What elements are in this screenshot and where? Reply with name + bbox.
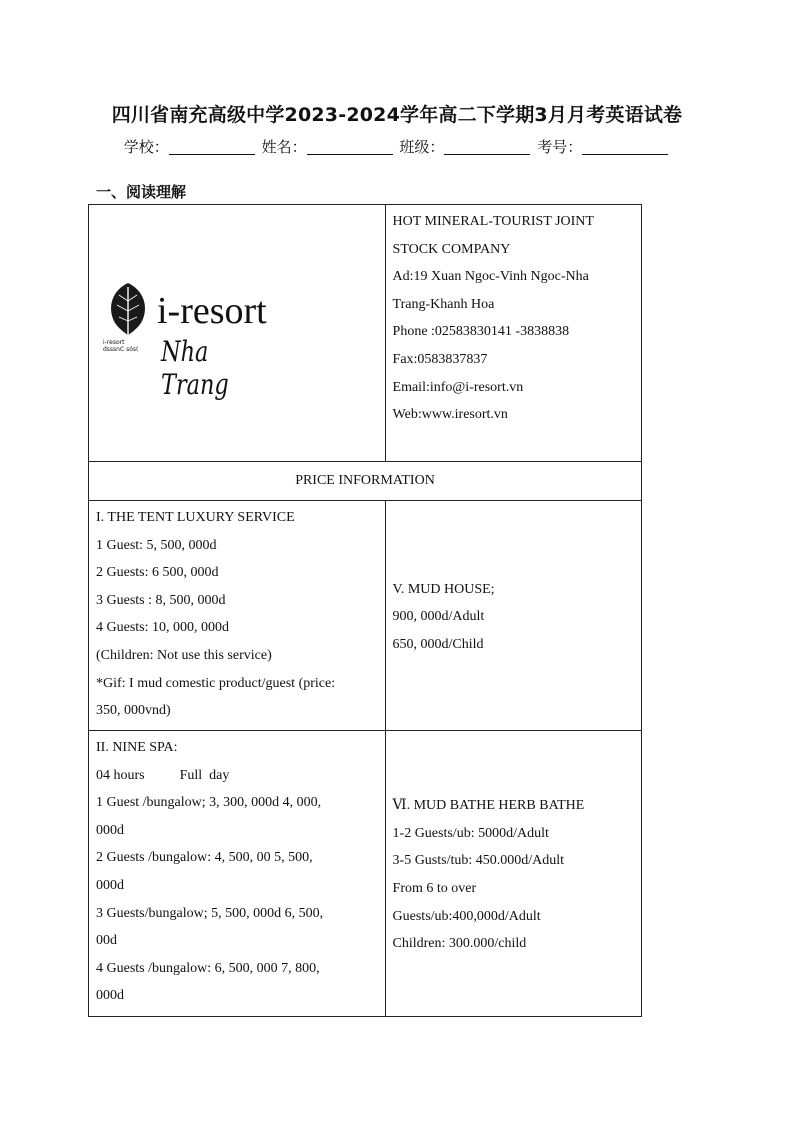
mud-bathe-price: Children: 300.000/child [392, 936, 527, 952]
company-info-cell [385, 205, 641, 462]
logo-subtitle: Nha Trang [161, 335, 229, 401]
mud-bathe-price: From 6 to over [392, 881, 477, 896]
company-address: Trang-Khanh Hoa [392, 296, 495, 312]
leaf-icon [105, 281, 151, 341]
company-address: Ad:19 Xuan Ngoc-Vinh Ngoc-Nha [392, 269, 589, 285]
company-line: HOT MINERAL-TOURIST JOINT [392, 214, 594, 229]
company-web: Web:www.iresort.vn [392, 407, 508, 423]
logo-cell [89, 205, 386, 462]
spa-price: 000d [96, 988, 124, 1004]
spa-price: 000d [96, 877, 124, 893]
spa-cell [89, 731, 386, 1017]
page-title: 四川省南充高级中学2023-2024学年高二下学期3月月考英语试卷 [111, 104, 683, 126]
section-heading: 一、阅读理解 [96, 183, 187, 201]
mud-house-heading: V. MUD HOUSE; [392, 581, 495, 597]
spa-price: 1 Guest /bungalow; 3, 300, 000d 4, 000, [96, 795, 322, 811]
class-label: 班级： [399, 138, 445, 156]
spa-price: 00d [96, 933, 117, 949]
tent-price: 3 Guests : 8, 500, 000d [96, 592, 226, 608]
spa-price: 3 Guests/bungalow; 5, 500, 000d 6, 500, [96, 905, 324, 921]
spa-columns: 04 hours Full day [96, 767, 230, 783]
company-line: STOCK COMPANY [392, 241, 511, 257]
school-blank[interactable] [169, 140, 255, 155]
nine-spa [89, 731, 385, 1010]
company-fax: Fax:0583837837 [392, 351, 488, 367]
spa-price: 2 Guests /bungalow: 4, 500, 00 5, 500, [96, 850, 313, 866]
tent-note: (Children: Not use this service) [96, 647, 272, 663]
exam-number-blank[interactable] [582, 140, 668, 155]
company-info [386, 205, 641, 429]
school-label: 学校： [123, 138, 169, 156]
tent-price: 2 Guests: 6 500, 000d [96, 565, 219, 581]
mud-bathe-heading: Ⅵ. MUD BATHE HERB BATHE [392, 798, 585, 814]
price-table [88, 204, 642, 1017]
logo-wordmark: i-resort [157, 290, 267, 332]
class-blank[interactable] [444, 140, 530, 155]
mud-bathe [386, 789, 641, 958]
mud-house-price: 900, 000d/Adult [392, 609, 485, 625]
mud-bathe-price: 1-2 Guests/ub: 5000d/Adult [392, 825, 549, 841]
tent-gift: 350, 000vnd) [96, 703, 171, 719]
name-label: 姓名： [261, 138, 307, 156]
mud-house [386, 573, 641, 659]
tent-price: 4 Guests: 10, 000, 000d [96, 620, 229, 636]
mud-bathe-cell [385, 731, 641, 1017]
spa-price: 4 Guests /bungalow: 6, 500, 000 7, 800, [96, 960, 320, 976]
company-email: Email:info@i-resort.vn [392, 379, 524, 395]
mud-house-price: 650, 000d/Child [392, 636, 484, 652]
tent-heading: I. THE TENT LUXURY SERVICE [96, 510, 295, 525]
mud-bathe-price: Guests/ub:400,000d/Adult [392, 908, 541, 924]
spa-price: 000d [96, 822, 124, 838]
mud-bathe-price: 3-5 Gusts/tub: 450.000d/Adult [392, 853, 565, 869]
spa-heading: II. NINE SPA: [96, 740, 178, 755]
exam-number-label: 考号： [537, 138, 583, 156]
tent-service [89, 501, 385, 725]
resort-logo [101, 281, 281, 401]
student-info-line [0, 136, 794, 157]
tent-gift: *Gif: I mud comestic product/guest (price: [96, 675, 336, 691]
name-blank[interactable] [307, 140, 393, 155]
tent-price: 1 Guest: 5, 500, 000d [96, 537, 217, 553]
price-information-header: PRICE INFORMATION [89, 462, 642, 501]
company-phone: Phone :02583830141 -3838838 [392, 324, 570, 340]
mud-house-cell [385, 501, 641, 731]
logo-tiny-text: i-resort dsssnC sós( [103, 339, 139, 353]
tent-service-cell [89, 501, 386, 731]
